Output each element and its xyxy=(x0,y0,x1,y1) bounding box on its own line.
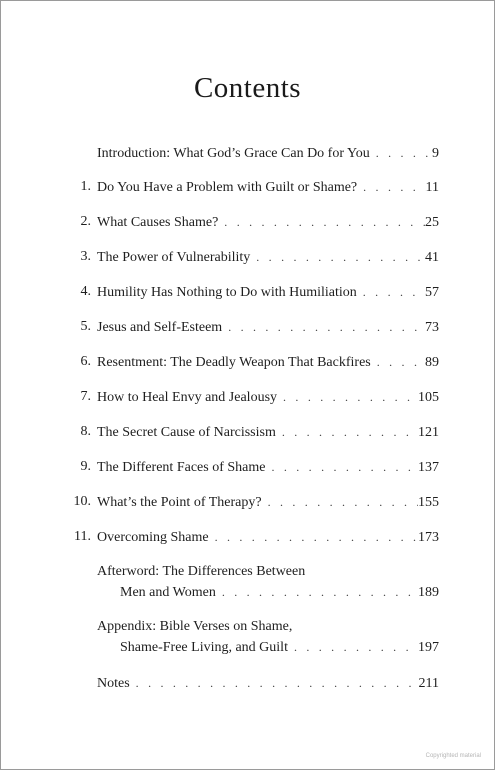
leader-dots xyxy=(277,387,418,407)
page-title: Contents xyxy=(193,72,302,104)
toc-entry-page: 137 xyxy=(418,460,439,475)
toc-line xyxy=(97,673,439,694)
toc-line xyxy=(97,527,439,548)
leader-dots xyxy=(222,317,425,337)
toc-entry-number: 10. xyxy=(73,494,91,509)
toc-line xyxy=(97,387,439,408)
toc-entry-label: The Secret Cause of Narcissism xyxy=(97,425,276,440)
toc-entry-page: 197 xyxy=(418,640,439,655)
toc-entry-page: 173 xyxy=(418,530,439,545)
toc-line xyxy=(97,457,439,478)
toc-entry-page: 105 xyxy=(418,390,439,405)
leader-dots xyxy=(130,673,419,693)
toc-entry-label-line1: Afterword: The Differences Between xyxy=(97,564,306,579)
toc-entry-page: 25 xyxy=(425,215,439,230)
toc-entry-page: 155 xyxy=(418,495,439,510)
toc-entry-page: 57 xyxy=(425,285,439,300)
toc-entry-page: 211 xyxy=(418,676,439,691)
toc-line xyxy=(97,422,439,443)
leader-dots xyxy=(288,637,418,657)
toc-entry-page: 11 xyxy=(425,180,439,195)
toc-entry-number: 8. xyxy=(80,424,91,439)
toc-entry-label-line1: Appendix: Bible Verses on Shame, xyxy=(97,619,293,634)
toc-line xyxy=(97,212,439,233)
leader-dots xyxy=(218,212,425,232)
toc-entry-number: 5. xyxy=(80,319,91,334)
toc-entry-number: 6. xyxy=(80,354,91,369)
toc-entry-page: 89 xyxy=(425,355,439,370)
leader-dots xyxy=(357,177,425,197)
leader-dots xyxy=(371,352,425,372)
toc-entry-page: 73 xyxy=(425,320,439,335)
toc-entry-number: 11. xyxy=(74,529,91,544)
toc-entry-label: What Causes Shame? xyxy=(97,215,219,230)
toc-entry-number: 1. xyxy=(80,179,91,194)
leader-dots xyxy=(262,492,418,512)
toc-entry-number: 2. xyxy=(80,214,91,229)
toc-line xyxy=(97,352,439,373)
toc-entry-page: 189 xyxy=(418,585,439,600)
toc-entry-label: Overcoming Shame xyxy=(97,530,209,545)
leader-dots xyxy=(370,143,432,163)
toc-entry-page: 41 xyxy=(425,250,439,265)
toc-entry-page: 9 xyxy=(432,146,439,161)
leader-dots xyxy=(276,422,418,442)
toc-entry-number: 4. xyxy=(80,284,91,299)
toc-entry-label: The Power of Vulnerability xyxy=(97,250,251,265)
toc-entry-label: Do You Have a Problem with Guilt or Shame? xyxy=(97,180,358,195)
toc-line xyxy=(97,247,439,268)
leader-dots xyxy=(250,247,425,267)
toc-entry-number: 9. xyxy=(80,459,91,474)
toc-entry-label-line2: Men and Women xyxy=(120,585,216,600)
toc-entry-label: The Different Faces of Shame xyxy=(97,460,266,475)
toc-line xyxy=(97,282,439,303)
toc-line xyxy=(97,177,439,198)
toc-line xyxy=(97,317,439,338)
toc-line xyxy=(120,582,439,603)
toc-entry-label: Humility Has Nothing to Do with Humiliation xyxy=(97,285,357,300)
toc-entry-label: Resentment: The Deadly Weapon That Backfires xyxy=(97,355,371,370)
copyright-watermark: Copyrighted material xyxy=(425,753,481,759)
toc-entry-label: What’s the Point of Therapy? xyxy=(97,495,262,510)
toc-line xyxy=(97,143,439,164)
leader-dots xyxy=(216,582,418,602)
toc-entry-label: How to Heal Envy and Jealousy xyxy=(97,390,278,405)
toc-entry-label: Jesus and Self-Esteem xyxy=(97,320,223,335)
toc-entry-label: Notes xyxy=(97,676,130,691)
toc-line xyxy=(120,637,439,658)
toc-entry-number: 7. xyxy=(80,389,91,404)
leader-dots xyxy=(357,282,425,302)
toc-entry-label-line2: Shame-Free Living, and Guilt xyxy=(120,640,288,655)
toc-entry-page: 121 xyxy=(418,425,439,440)
leader-dots xyxy=(209,527,418,547)
leader-dots xyxy=(265,457,418,477)
toc-entry-label: Introduction: What God’s Grace Can Do for You xyxy=(97,146,370,161)
toc-entry-number: 3. xyxy=(80,249,91,264)
toc-line xyxy=(97,492,439,513)
